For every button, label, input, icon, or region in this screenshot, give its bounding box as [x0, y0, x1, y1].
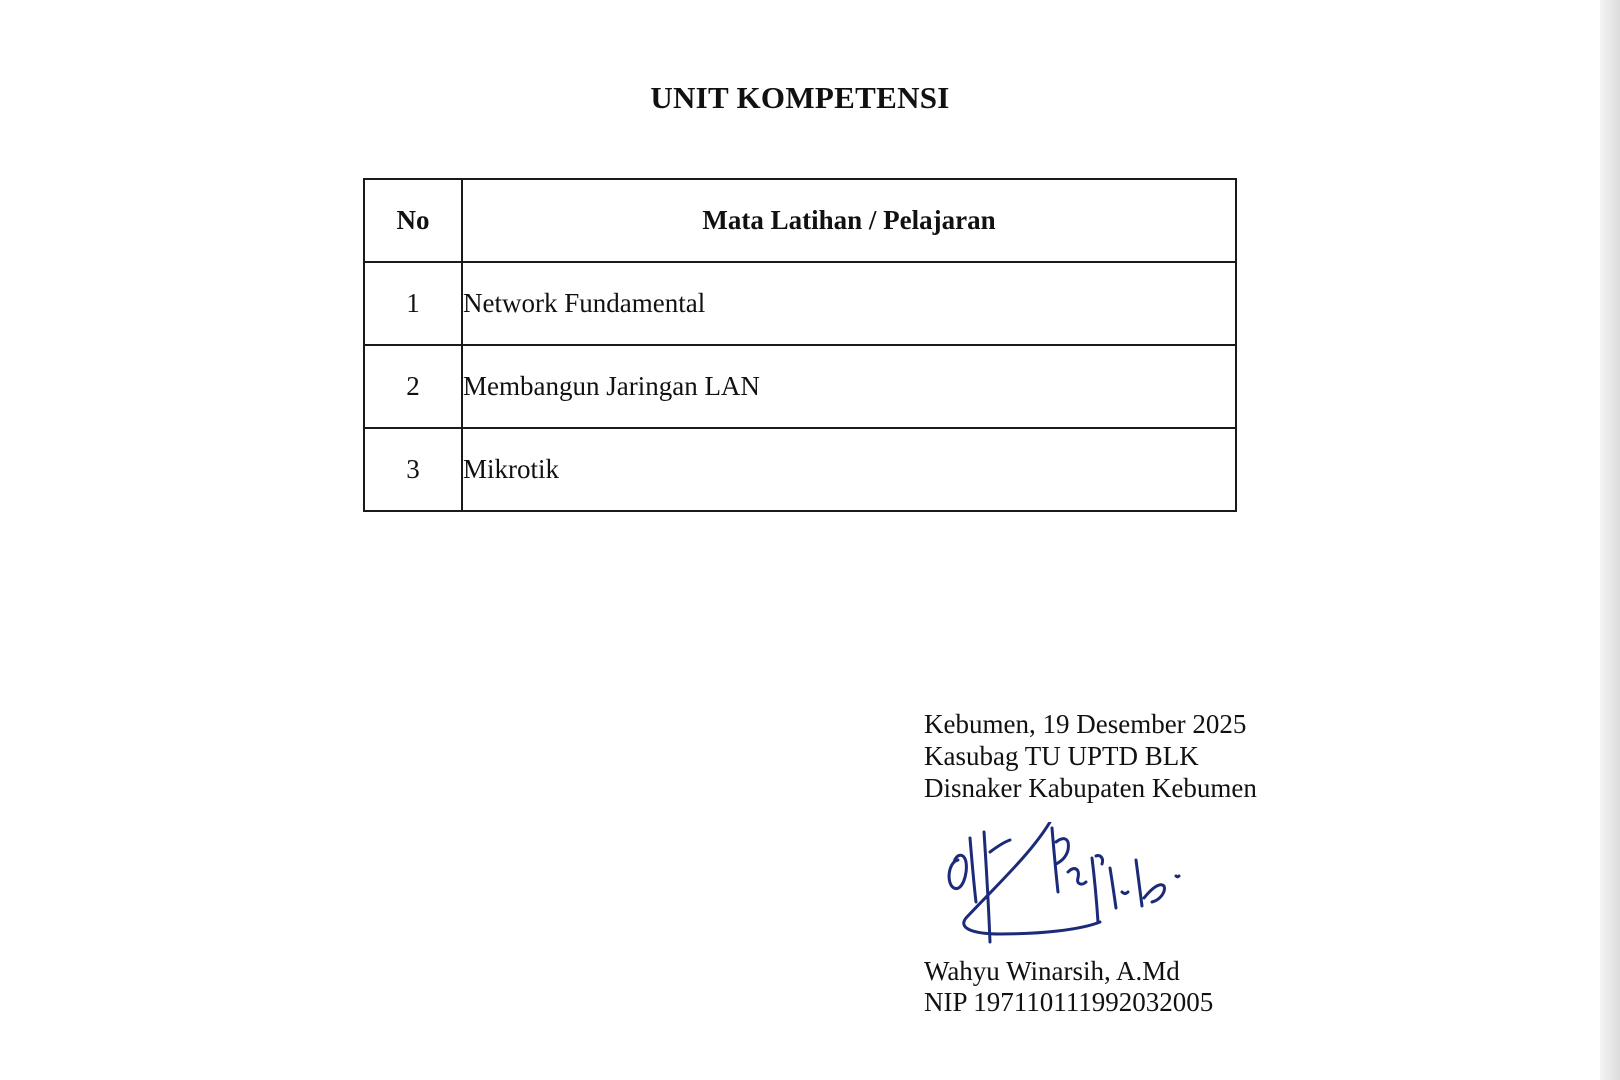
table-row: [364, 262, 1236, 345]
row-subject: Mikrotik: [462, 428, 1236, 511]
table-row: [364, 345, 1236, 428]
header-no: No: [364, 179, 462, 262]
place-date: Kebumen, 19 Desember 2025: [924, 709, 1247, 739]
position-title: Kasubag TU UPTD BLK: [924, 741, 1199, 771]
table-header-row: [364, 179, 1236, 262]
signer-info: [924, 956, 1213, 1018]
page-edge: [1600, 0, 1620, 1080]
row-number: 2: [364, 345, 462, 428]
document-title: UNIT KOMPETENSI: [650, 80, 950, 115]
header-subject: Mata Latihan / Pelajaran: [462, 179, 1236, 262]
handwritten-signature: [940, 822, 1200, 957]
table-row: [364, 428, 1236, 511]
signer-nip: NIP 197110111992032005: [924, 987, 1214, 1017]
signer-name: Wahyu Winarsih, A.Md: [924, 956, 1180, 986]
row-number: 1: [364, 262, 462, 345]
signature-header: [924, 708, 1344, 804]
competency-table: [363, 178, 1237, 512]
row-subject: Membangun Jaringan LAN: [462, 345, 1236, 428]
position-department: Disnaker Kabupaten Kebumen: [924, 773, 1257, 803]
row-subject: Network Fundamental: [462, 262, 1236, 345]
row-number: 3: [364, 428, 462, 511]
